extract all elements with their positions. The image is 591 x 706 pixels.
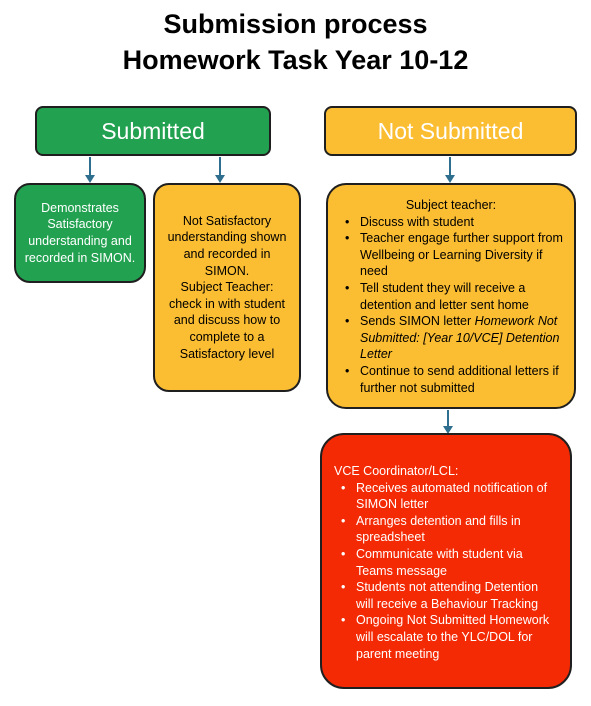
coordinator-action-item: • Ongoing Not Submitted Homework will escalate to the YLC/DOL for parent meeting bbox=[334, 612, 558, 662]
teacher-action-prefix: Sends SIMON letter bbox=[360, 314, 475, 329]
submitted-header bbox=[35, 106, 271, 156]
coordinator-action-item: • Receives automated notification of SIMON letter bbox=[334, 480, 558, 513]
teacher-action-item: • Continue to send additional letters if further not submitted bbox=[338, 363, 564, 396]
coordinator-action-item: • Students not attending Detention will receive a Behaviour Tracking bbox=[334, 579, 558, 612]
teacher-action-item: • Teacher engage further support from Wellbeing or Learning Diversity if need bbox=[338, 230, 564, 280]
arrow-submitted-to-not-satisfactory bbox=[219, 157, 221, 176]
title-line-1: Submission process bbox=[163, 9, 428, 39]
satisfactory-box bbox=[14, 183, 146, 283]
arrow-teacher-to-coordinator bbox=[447, 410, 449, 427]
not-satisfactory-box bbox=[153, 183, 301, 392]
letter-name: Homework Not Submitted: [Year 10/VCE] Detention Letter bbox=[360, 314, 560, 362]
arrow-submitted-to-satisfactory bbox=[89, 157, 91, 176]
not-satisfactory-teacher-action: Subject Teacher: check in with student and discuss how to complete to a Satisfactory level bbox=[168, 280, 286, 361]
teacher-action-item: • Tell student they will receive a detention and letter sent home bbox=[338, 280, 564, 313]
not-submitted-header bbox=[324, 106, 577, 156]
satisfactory-text: Demonstrates Satisfactory understanding and recorded in SIMON. bbox=[24, 200, 136, 265]
coordinator-heading: VCE Coordinator/LCL: bbox=[334, 464, 459, 478]
title-line-2: Homework Task Year 10-12 bbox=[122, 45, 469, 75]
teacher-action-item bbox=[338, 313, 564, 363]
subject-teacher-box bbox=[326, 183, 576, 409]
not-submitted-header-label: Not Submitted bbox=[377, 117, 524, 144]
coordinator-action-item: • Communicate with student via Teams message bbox=[334, 546, 558, 579]
subject-teacher-actions bbox=[338, 214, 564, 397]
arrow-not-submitted-to-teacher bbox=[449, 157, 451, 176]
submitted-header-label: Submitted bbox=[101, 117, 205, 144]
teacher-action-item: • Discuss with student bbox=[338, 214, 564, 231]
coordinator-action-item: • Arranges detention and fills in spreadsheet bbox=[334, 513, 558, 546]
coordinator-box bbox=[320, 433, 572, 689]
not-satisfactory-text: Not Satisfactory understanding shown and recorded in SIMON. bbox=[167, 213, 287, 278]
subject-teacher-heading: Subject teacher: bbox=[405, 198, 497, 212]
coordinator-actions bbox=[334, 480, 558, 663]
